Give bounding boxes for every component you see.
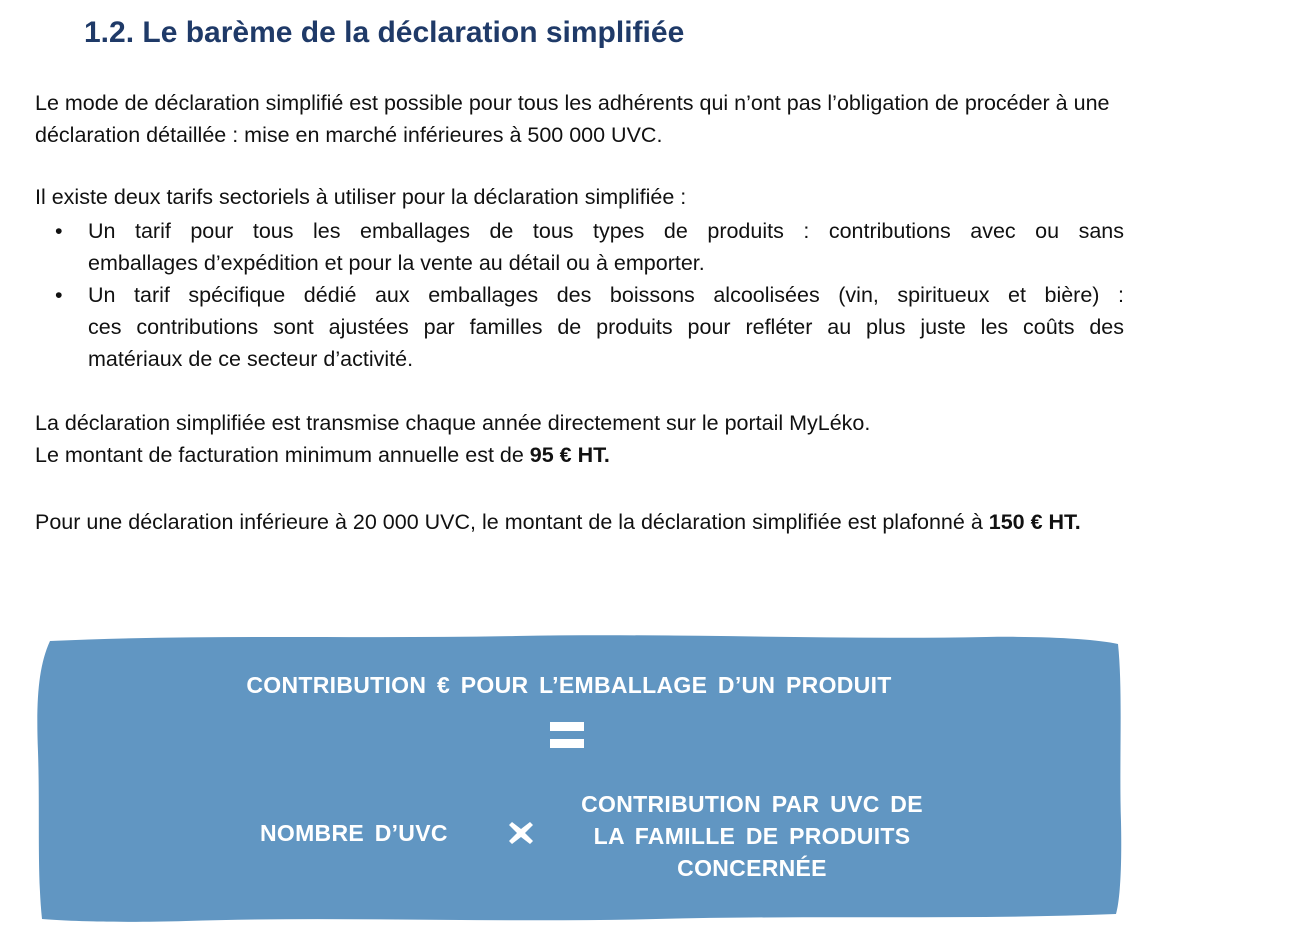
intro-line-1: Le mode de déclaration simplifié est possible pour tous les adhérents qui n’ont pas l’obligation de procéder à une: [35, 91, 1110, 115]
formula-rate-label: [556, 788, 948, 884]
formula-rate-line-1: CONTRIBUTION PAR UVC DE: [581, 791, 923, 817]
section-title: 1.2. Le barème de la déclaration simplifiée: [84, 16, 685, 49]
formula-quantity-label: NOMBRE D’UVC: [260, 820, 448, 846]
bullet-icon: •: [55, 219, 63, 243]
cap-text: Pour une déclaration inférieure à 20 000 UVC, le montant de la déclaration simplifiée est plafonné à: [35, 510, 989, 534]
intro-line-2: déclaration détaillée : mise en marché inférieures à 500 000 UVC.: [35, 123, 663, 147]
list-item-line: ces contributions sont ajustées par familles de produits pour refléter au plus juste les coûts des: [88, 315, 1124, 339]
formula-rate-line-3: CONCERNÉE: [677, 855, 827, 881]
equals-icon: [550, 722, 584, 750]
formula-result-label: CONTRIBUTION € POUR L’EMBALLAGE D’UN PRODUIT: [246, 672, 892, 698]
list-item-line: matériaux de ce secteur d’activité.: [88, 347, 414, 371]
minimum-billing-line: [35, 439, 870, 471]
cap-paragraph: [35, 506, 1081, 538]
portal-line: La déclaration simplifiée est transmise chaque année directement sur le portail MyLéko.: [35, 411, 871, 435]
tariffs-intro: Il existe deux tarifs sectoriels à utiliser pour la déclaration simplifiée :: [35, 185, 687, 209]
tariffs-list: [55, 215, 1124, 375]
list-item: [55, 215, 1124, 279]
list-item: [55, 279, 1124, 375]
formula-rate-line-2: LA FAMILLE DE PRODUITS: [593, 823, 911, 849]
list-item-line: Un tarif pour tous les emballages de tous types de produits : contributions avec ou sans: [88, 219, 1124, 243]
multiply-icon: [506, 818, 536, 848]
bullet-icon: •: [55, 283, 63, 307]
formula-box: [36, 632, 1124, 928]
cap-amount: 150 € HT.: [988, 510, 1081, 534]
portal-paragraph: [35, 407, 870, 471]
list-item-line: emballages d’expédition et pour la vente au détail ou à emporter.: [88, 251, 705, 275]
intro-paragraph: [35, 87, 1110, 151]
minimum-billing-text: Le montant de facturation minimum annuelle est de: [35, 443, 530, 467]
list-item-line: Un tarif spécifique dédié aux emballages des boissons alcoolisées (vin, spiritueux et bière) :: [88, 283, 1124, 307]
minimum-billing-amount: 95 € HT.: [529, 443, 610, 467]
